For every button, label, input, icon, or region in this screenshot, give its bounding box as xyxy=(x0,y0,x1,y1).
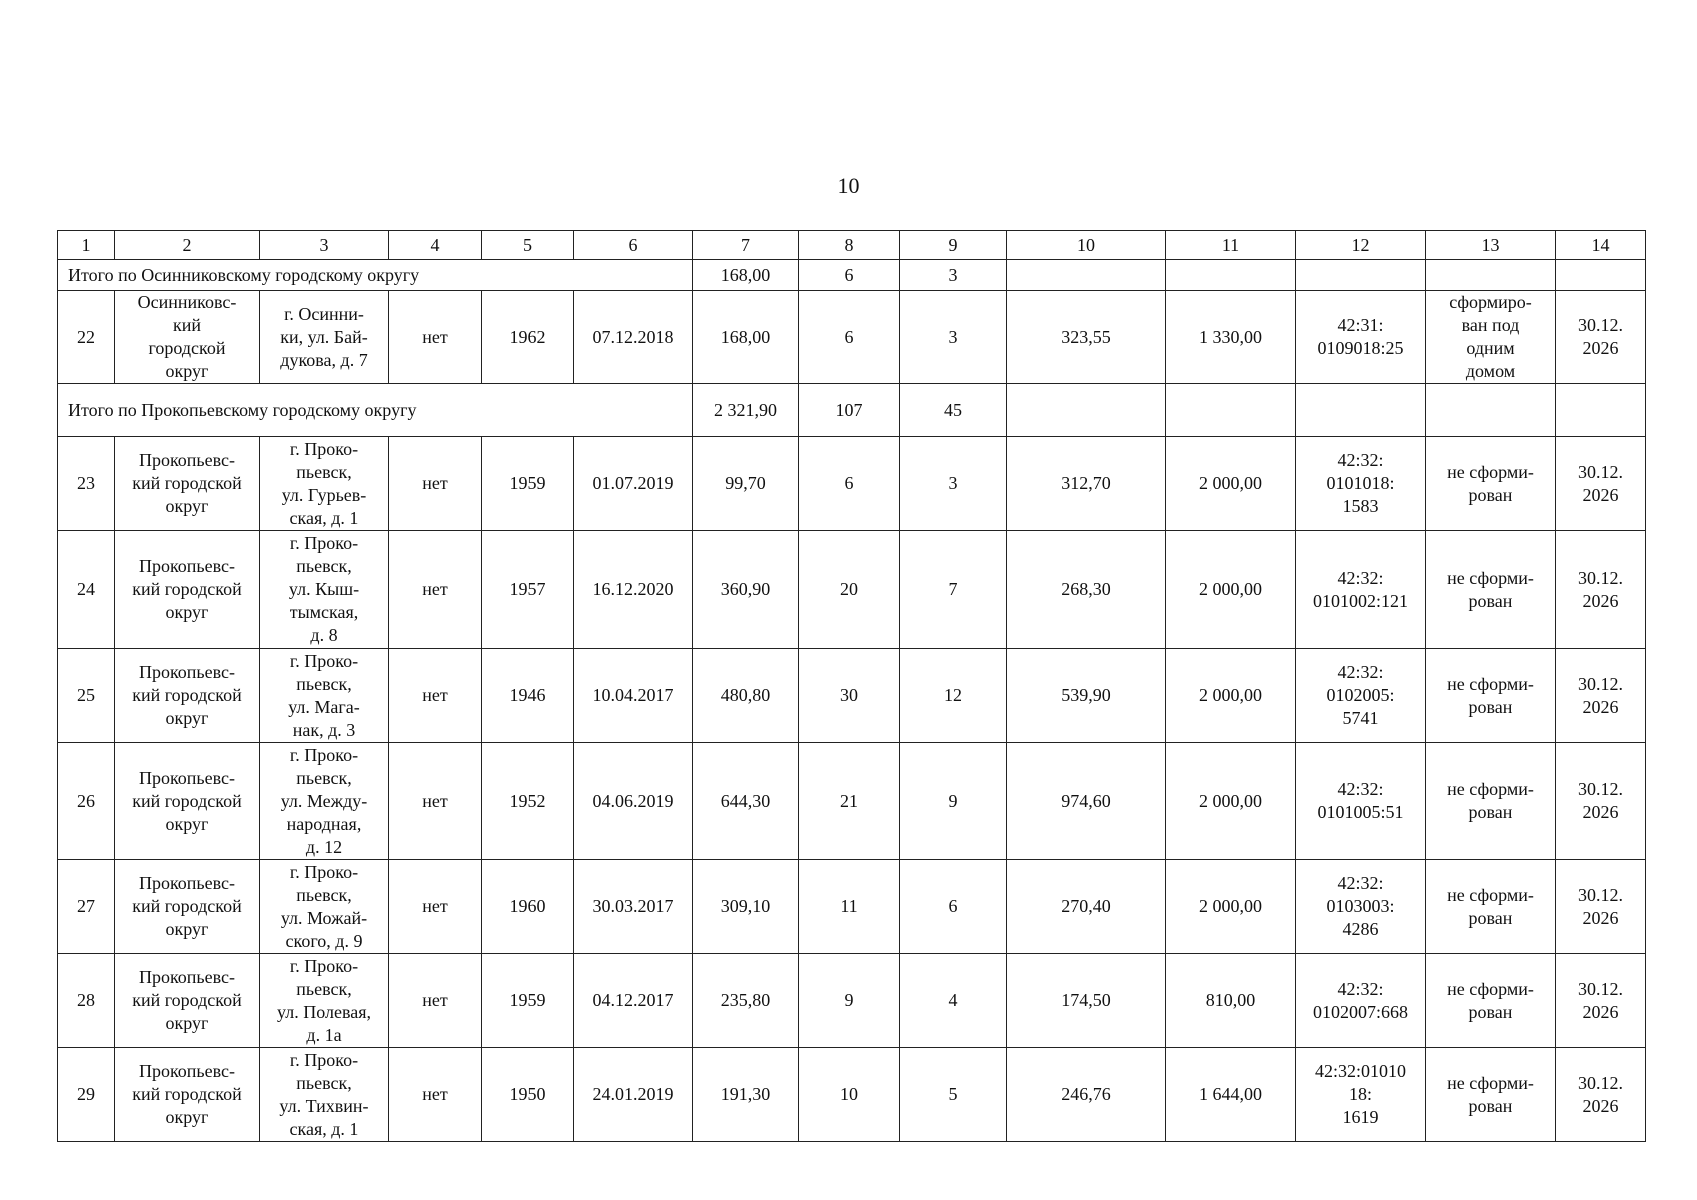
row-number: 22 xyxy=(58,291,115,384)
area: 191,30 xyxy=(693,1048,799,1142)
housing-registry-table xyxy=(57,230,1646,1142)
table-row xyxy=(58,649,1646,743)
address: г. Проко- пьевск, ул. Можай- ского, д. 9 xyxy=(260,860,389,954)
cost: 2 000,00 xyxy=(1166,531,1296,649)
cost: 810,00 xyxy=(1166,954,1296,1048)
cadastral-number: 42:32: 0103003: 4286 xyxy=(1296,860,1426,954)
total-apartments: 3 xyxy=(900,260,1007,291)
year-built: 1950 xyxy=(482,1048,574,1142)
column-number: 9 xyxy=(900,231,1007,260)
table-row xyxy=(58,291,1646,384)
residents: 10 xyxy=(799,1048,900,1142)
residents: 6 xyxy=(799,437,900,531)
empty-cell xyxy=(1166,384,1296,437)
municipality: Осинниковс- кий городской округ xyxy=(115,291,260,384)
municipality: Прокопьевс- кий городской округ xyxy=(115,743,260,860)
cell-c4: нет xyxy=(389,649,482,743)
column-number: 6 xyxy=(574,231,693,260)
address: г. Проко- пьевск, ул. Мага- нак, д. 3 xyxy=(260,649,389,743)
deadline: 30.12. 2026 xyxy=(1556,437,1646,531)
cadastral-number: 42:32: 0101005:51 xyxy=(1296,743,1426,860)
cell-c4: нет xyxy=(389,954,482,1048)
area: 644,30 xyxy=(693,743,799,860)
column-number: 3 xyxy=(260,231,389,260)
land-status: сформиро- ван под одним домом xyxy=(1426,291,1556,384)
empty-cell xyxy=(1007,384,1166,437)
year-built: 1957 xyxy=(482,531,574,649)
year-built: 1960 xyxy=(482,860,574,954)
cost: 2 000,00 xyxy=(1166,437,1296,531)
address: г. Осинни- ки, ул. Бай- дукова, д. 7 xyxy=(260,291,389,384)
table-row xyxy=(58,1048,1646,1142)
page-number: 10 xyxy=(837,173,860,198)
address: г. Проко- пьевск, ул. Гурьев- ская, д. 1 xyxy=(260,437,389,531)
land-area: 270,40 xyxy=(1007,860,1166,954)
row-number: 26 xyxy=(58,743,115,860)
cell-c4: нет xyxy=(389,1048,482,1142)
residents: 20 xyxy=(799,531,900,649)
table-row xyxy=(58,531,1646,649)
land-status: не сформи- рован xyxy=(1426,531,1556,649)
address: г. Проко- пьевск, ул. Между- народная, д. 12 xyxy=(260,743,389,860)
row-number: 24 xyxy=(58,531,115,649)
deadline: 30.12. 2026 xyxy=(1556,531,1646,649)
cadastral-number: 42:32: 0101018: 1583 xyxy=(1296,437,1426,531)
municipality: Прокопьевс- кий городской округ xyxy=(115,649,260,743)
empty-cell xyxy=(1556,260,1646,291)
land-status: не сформи- рован xyxy=(1426,1048,1556,1142)
column-number: 12 xyxy=(1296,231,1426,260)
total-area: 2 321,90 xyxy=(693,384,799,437)
recognition-date: 24.01.2019 xyxy=(574,1048,693,1142)
cadastral-number: 42:32:01010 18: 1619 xyxy=(1296,1048,1426,1142)
land-area: 323,55 xyxy=(1007,291,1166,384)
municipality: Прокопьевс- кий городской округ xyxy=(115,860,260,954)
deadline: 30.12. 2026 xyxy=(1556,1048,1646,1142)
municipality: Прокопьевс- кий городской округ xyxy=(115,437,260,531)
recognition-date: 10.04.2017 xyxy=(574,649,693,743)
municipality: Прокопьевс- кий городской округ xyxy=(115,954,260,1048)
area: 480,80 xyxy=(693,649,799,743)
cell-c4: нет xyxy=(389,743,482,860)
deadline: 30.12. 2026 xyxy=(1556,954,1646,1048)
area: 168,00 xyxy=(693,291,799,384)
cost: 2 000,00 xyxy=(1166,649,1296,743)
area: 360,90 xyxy=(693,531,799,649)
total-row-osinniki xyxy=(58,260,1646,291)
recognition-date: 04.06.2019 xyxy=(574,743,693,860)
column-number: 14 xyxy=(1556,231,1646,260)
recognition-date: 01.07.2019 xyxy=(574,437,693,531)
column-number: 2 xyxy=(115,231,260,260)
land-area: 974,60 xyxy=(1007,743,1166,860)
address: г. Проко- пьевск, ул. Кыш- тымская, д. 8 xyxy=(260,531,389,649)
land-area: 174,50 xyxy=(1007,954,1166,1048)
area: 235,80 xyxy=(693,954,799,1048)
apartments: 9 xyxy=(900,743,1007,860)
land-status: не сформи- рован xyxy=(1426,649,1556,743)
empty-cell xyxy=(1296,384,1426,437)
recognition-date: 16.12.2020 xyxy=(574,531,693,649)
residents: 9 xyxy=(799,954,900,1048)
row-number: 23 xyxy=(58,437,115,531)
column-number: 5 xyxy=(482,231,574,260)
apartments: 7 xyxy=(900,531,1007,649)
table-row xyxy=(58,437,1646,531)
total-area: 168,00 xyxy=(693,260,799,291)
cell-c4: нет xyxy=(389,531,482,649)
empty-cell xyxy=(1007,260,1166,291)
year-built: 1959 xyxy=(482,437,574,531)
residents: 30 xyxy=(799,649,900,743)
apartments: 3 xyxy=(900,437,1007,531)
area: 309,10 xyxy=(693,860,799,954)
year-built: 1946 xyxy=(482,649,574,743)
column-number-row xyxy=(58,231,1646,260)
column-number: 4 xyxy=(389,231,482,260)
residents: 6 xyxy=(799,291,900,384)
cell-c4: нет xyxy=(389,860,482,954)
apartments: 4 xyxy=(900,954,1007,1048)
row-number: 29 xyxy=(58,1048,115,1142)
empty-cell xyxy=(1426,384,1556,437)
recognition-date: 07.12.2018 xyxy=(574,291,693,384)
land-status: не сформи- рован xyxy=(1426,954,1556,1048)
cadastral-number: 42:32: 0102005: 5741 xyxy=(1296,649,1426,743)
deadline: 30.12. 2026 xyxy=(1556,860,1646,954)
cost: 1 330,00 xyxy=(1166,291,1296,384)
land-area: 246,76 xyxy=(1007,1048,1166,1142)
table-row xyxy=(58,860,1646,954)
cost: 2 000,00 xyxy=(1166,860,1296,954)
land-status: не сформи- рован xyxy=(1426,860,1556,954)
row-number: 25 xyxy=(58,649,115,743)
empty-cell xyxy=(1166,260,1296,291)
land-status: не сформи- рован xyxy=(1426,437,1556,531)
deadline: 30.12. 2026 xyxy=(1556,743,1646,860)
residents: 11 xyxy=(799,860,900,954)
deadline: 30.12. 2026 xyxy=(1556,649,1646,743)
cadastral-number: 42:31: 0109018:25 xyxy=(1296,291,1426,384)
total-apartments: 45 xyxy=(900,384,1007,437)
apartments: 12 xyxy=(900,649,1007,743)
land-area: 268,30 xyxy=(1007,531,1166,649)
cadastral-number: 42:32: 0101002:121 xyxy=(1296,531,1426,649)
area: 99,70 xyxy=(693,437,799,531)
apartments: 3 xyxy=(900,291,1007,384)
apartments: 6 xyxy=(900,860,1007,954)
land-status: не сформи- рован xyxy=(1426,743,1556,860)
table-row xyxy=(58,954,1646,1048)
address: г. Проко- пьевск, ул. Тихвин- ская, д. 1 xyxy=(260,1048,389,1142)
total-residents: 6 xyxy=(799,260,900,291)
year-built: 1962 xyxy=(482,291,574,384)
municipality: Прокопьевс- кий городской округ xyxy=(115,1048,260,1142)
cost: 1 644,00 xyxy=(1166,1048,1296,1142)
total-residents: 107 xyxy=(799,384,900,437)
apartments: 5 xyxy=(900,1048,1007,1142)
cadastral-number: 42:32: 0102007:668 xyxy=(1296,954,1426,1048)
empty-cell xyxy=(1426,260,1556,291)
year-built: 1952 xyxy=(482,743,574,860)
column-number: 7 xyxy=(693,231,799,260)
land-area: 312,70 xyxy=(1007,437,1166,531)
table-row xyxy=(58,743,1646,860)
column-number: 1 xyxy=(58,231,115,260)
cell-c4: нет xyxy=(389,437,482,531)
residents: 21 xyxy=(799,743,900,860)
total-label: Итого по Прокопьевскому городскому округу xyxy=(58,384,693,437)
empty-cell xyxy=(1556,384,1646,437)
address: г. Проко- пьевск, ул. Полевая, д. 1а xyxy=(260,954,389,1048)
row-number: 28 xyxy=(58,954,115,1048)
recognition-date: 04.12.2017 xyxy=(574,954,693,1048)
column-number: 13 xyxy=(1426,231,1556,260)
column-number: 11 xyxy=(1166,231,1296,260)
land-area: 539,90 xyxy=(1007,649,1166,743)
row-number: 27 xyxy=(58,860,115,954)
cost: 2 000,00 xyxy=(1166,743,1296,860)
cell-c4: нет xyxy=(389,291,482,384)
column-number: 8 xyxy=(799,231,900,260)
column-number: 10 xyxy=(1007,231,1166,260)
municipality: Прокопьевс- кий городской округ xyxy=(115,531,260,649)
deadline: 30.12. 2026 xyxy=(1556,291,1646,384)
recognition-date: 30.03.2017 xyxy=(574,860,693,954)
year-built: 1959 xyxy=(482,954,574,1048)
empty-cell xyxy=(1296,260,1426,291)
total-row-prokopyevsk xyxy=(58,384,1646,437)
total-label: Итого по Осинниковскому городскому округу xyxy=(58,260,693,291)
